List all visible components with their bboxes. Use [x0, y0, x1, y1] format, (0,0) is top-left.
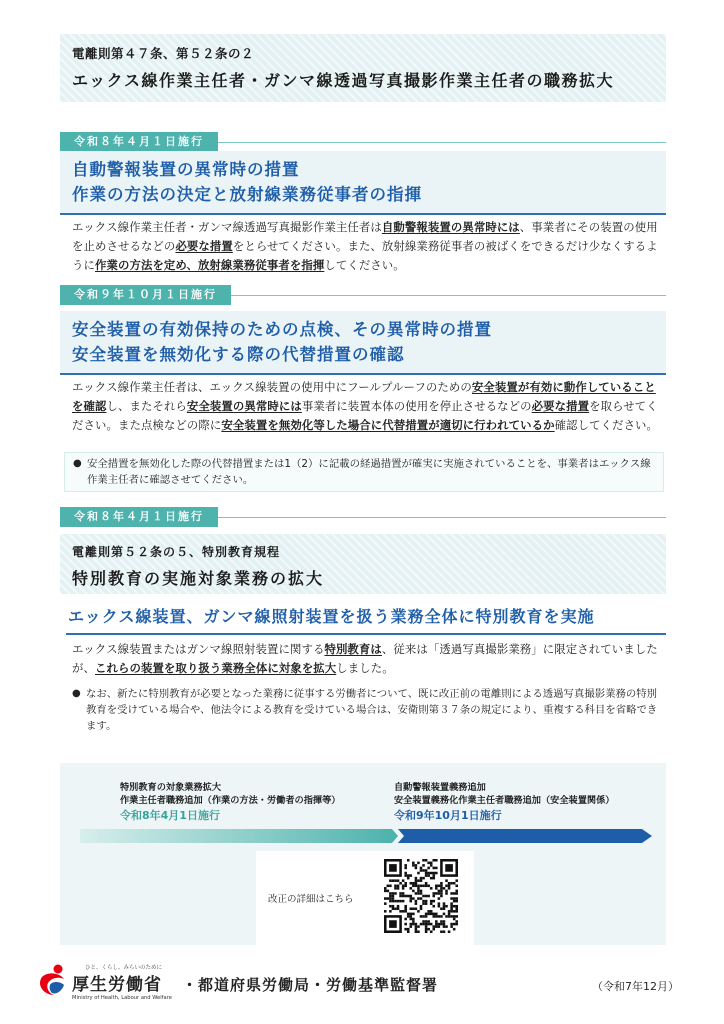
body-text-run: を取らせてください。また点検などの際に: [72, 399, 658, 432]
section-banner-subtitle: 電離則第５２条の５、特別教育規程: [72, 545, 281, 559]
timeline-left-label: 作業主任者職務追加（作業の方法・労働者の指揮等）: [120, 795, 341, 806]
body-text-run: 、事業者にその装置の使用を止めさせるなどの: [72, 220, 658, 253]
emphasis-text: 必要な措置: [531, 399, 590, 413]
section-heading: [60, 311, 666, 375]
emphasis-text: 安全装置が有効に動作していることを確認: [72, 380, 656, 413]
bullet-icon: ●: [73, 458, 82, 469]
timeline-arrow: [80, 829, 652, 843]
body-text-run: してください。: [324, 258, 405, 272]
effective-date-tag: 令和８年４月１日施行: [60, 507, 218, 527]
section-body: [72, 640, 662, 678]
timeline-right-date: 令和9年10月1日施行: [394, 809, 502, 822]
section-heading-line: 安全装置を無効化する際の代替措置の確認: [72, 345, 405, 364]
timeline-segment-2027: [398, 829, 652, 843]
timeline-left-date: 令和8年4月1日施行: [120, 809, 220, 822]
timeline-segment-2026: [80, 829, 392, 843]
section-banner: [60, 534, 666, 594]
qr-code-icon[interactable]: [384, 859, 458, 933]
bullet-icon: ●: [72, 688, 81, 699]
timeline-right-label: 安全装置義務化作業主任者職務追加（安全装置関係）: [394, 795, 615, 806]
section-heading: エックス線装置、ガンマ線照射装置を扱う業務全体に特別教育を実施: [66, 600, 666, 635]
emphasis-text: これらの装置を取り扱う業務全体に対象を拡大: [94, 661, 337, 675]
emphasis-text: 特別教育は: [324, 642, 382, 656]
section-body: [72, 218, 662, 275]
body-text-run: エックス線作業主任者は、エックス線装置の使用中にフールプルーフのための: [72, 380, 472, 394]
ministry-name: 厚生労働省: [72, 975, 162, 995]
timeline-panel: [60, 763, 666, 945]
body-text-run: 、従来は「透過写真撮影業務」に限定されていましたが、: [72, 642, 658, 675]
note-text: 安全措置を無効化した際の代替措置または1（2）に記載の経過措置が確実に実施されていることを、事業者はエックス線作業主任者に確認させてください。: [87, 458, 651, 486]
section-heading-line: 自動警報装置の異常時の措置: [72, 160, 300, 179]
emphasis-text: 作業の方法を定め、放射線業務従事者を指揮: [94, 258, 325, 272]
qr-label: 改正の詳細はこちら: [268, 894, 354, 905]
body-text-run: し、またそれら: [106, 399, 187, 413]
note-text: なお、新たに特別教育が必要となった業務に従事する労働者について、既に改正前の電離則による透過写真撮影業務の特別教育を受けている場合や、他法令による教育を受けている場合は、安衛則第３７条の規定により、重複する科目を省略できます。: [86, 688, 658, 732]
emphasis-text: 自動警報装置の異常時には: [381, 220, 520, 234]
body-text-run: エックス線装置またはガンマ線照射装置に関する: [72, 642, 325, 656]
header-subtitle: 電離則第４７条、第５２条の２: [72, 46, 255, 61]
body-text-run: エックス線作業主任者・ガンマ線透過写真撮影作業主任者は: [72, 220, 382, 234]
timeline-chevron: [392, 829, 398, 843]
timeline-right-label: 自動警報装置義務追加: [394, 782, 486, 793]
body-text-run: をとらせてください。また、放射線業務従事者の被ばくをできるだけ少なくするように: [72, 239, 658, 272]
note-item: [64, 452, 664, 492]
logo-tagline: ひと、くらし、みらいのために: [85, 965, 163, 971]
footer-organizations: ・都道府県労働局・労働基準監督署: [182, 976, 439, 994]
qr-card: [256, 851, 474, 945]
note-item: [72, 686, 666, 734]
emphasis-text: 安全装置を無効化等した場合に代替措置が適切に行われているか: [221, 418, 555, 432]
emphasis-text: 必要な措置: [175, 239, 233, 253]
section-banner-title: 特別教育の実施対象業務の拡大: [72, 569, 325, 588]
effective-date-tag: 令和８年４月１日施行: [60, 132, 218, 152]
page-title: エックス線作業主任者・ガンマ線透過写真撮影作業主任者の職務拡大: [72, 71, 615, 90]
section-heading-line: 安全装置の有効保持のための点検、その異常時の措置: [72, 320, 492, 339]
body-text-run: 事業者に装置本体の使用を停止させるなどの: [301, 399, 532, 413]
section-body: [72, 378, 662, 435]
mhlw-logo-icon: [38, 963, 68, 997]
effective-date-tag: 令和９年１０月１日施行: [60, 285, 231, 305]
ministry-name-en: Ministry of Health, Labour and Welfare: [72, 995, 172, 1001]
timeline-left-label: 特別教育の対象業務拡大: [120, 782, 222, 793]
emphasis-text: 安全装置の異常時には: [186, 399, 302, 413]
header-banner: [60, 34, 666, 102]
body-text-run: 確認してください。: [554, 418, 659, 432]
section-heading-line: 作業の方法の決定と放射線業務従事者の指揮: [72, 185, 422, 204]
body-text-run: しました。: [336, 661, 394, 675]
footer-date: （令和7年12月）: [592, 980, 679, 993]
section-heading: [60, 151, 666, 215]
